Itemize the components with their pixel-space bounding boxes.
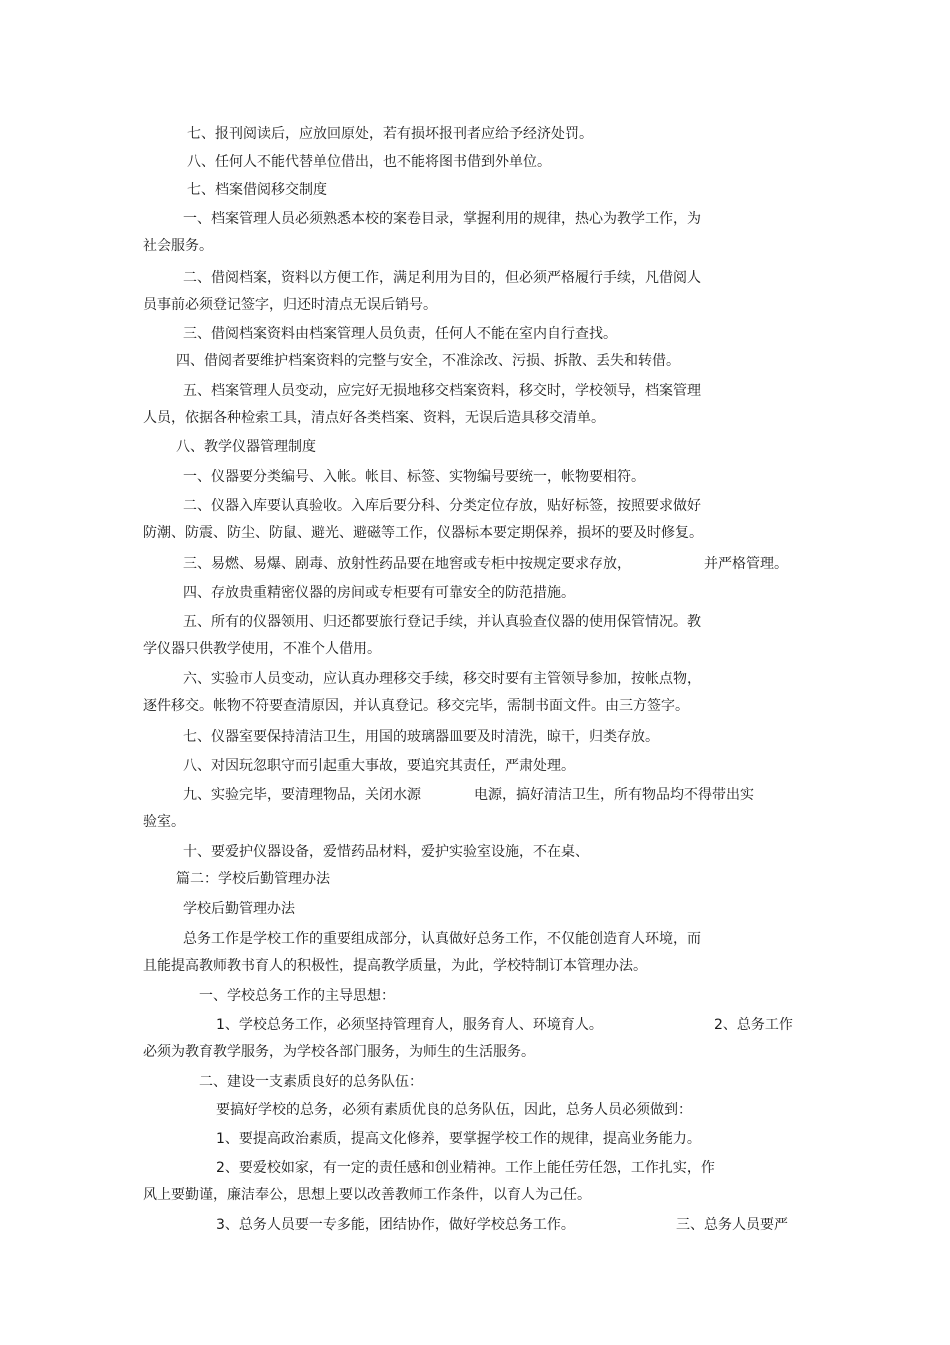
text-line: 九、实验完毕，要清理物品，关闭水源: [183, 787, 421, 803]
text-line: 验室。: [143, 814, 185, 830]
text-line: 五、档案管理人员变动，应完好无损地移交档案资料，移交时，学校领导，档案管理: [183, 383, 701, 399]
text-line: 逐件移交。帐物不符要查清原因，并认真登记。移交完毕，需制书面文件。由三方签字。: [143, 698, 689, 714]
text-line: 2、总务工作: [714, 1017, 793, 1033]
text-line: 1、学校总务工作，必须坚持管理育人，服务育人、环境育人。: [216, 1017, 603, 1033]
text-line: 一、学校总务工作的主导思想：: [199, 988, 395, 1004]
text-line: 1、要提高政治素质，提高文化修养，要掌握学校工作的规律，提高业务能力。: [216, 1131, 701, 1147]
text-line: 七、报刊阅读后，应放回原处，若有损坏报刊者应给予经济处罚。: [187, 126, 593, 142]
text-line: 二、仪器入库要认真验收。入库后要分科、分类定位存放，贴好标签，按照要求做好: [183, 498, 701, 514]
section-heading: 七、档案借阅移交制度: [187, 182, 327, 198]
text-line: 风上要勤谨，廉洁奉公，思想上要以改善教师工作条件，以育人为己任。: [143, 1187, 591, 1203]
section-heading: 学校后勤管理办法: [183, 901, 295, 917]
text-line: 2、要爱校如家，有一定的责任感和创业精神。工作上能任劳任怨，工作扎实，作: [216, 1160, 715, 1176]
text-line: 要搞好学校的总务，必须有素质优良的总务队伍，因此，总务人员必须做到：: [216, 1102, 692, 1118]
text-line: 八、对因玩忽职守而引起重大事故，要追究其责任，严肃处理。: [183, 758, 575, 774]
text-line: 三、借阅档案资料由档案管理人员负责，任何人不能在室内自行查找。: [183, 326, 617, 342]
text-line: 且能提高教师教书育人的积极性，提高教学质量，为此，学校特制订本管理办法。: [143, 958, 647, 974]
text-line: 八、任何人不能代替单位借出，也不能将图书借到外单位。: [187, 154, 551, 170]
text-line: 十、要爱护仪器设备，爱惜药品材料，爱护实验室设施，不在桌、: [183, 844, 589, 860]
text-line: 并严格管理。: [704, 556, 788, 572]
text-line: 3、总务人员要一专多能，团结协作，做好学校总务工作。: [216, 1217, 575, 1233]
text-line: 二、借阅档案，资料以方便工作，满足利用为目的，但必须严格履行手续，凡借阅人: [183, 270, 701, 286]
text-line: 员事前必须登记签字，归还时清点无误后销号。: [143, 297, 437, 313]
section-heading: 篇二：学校后勤管理办法: [176, 871, 330, 887]
text-line: 学仪器只供教学使用，不准个人借用。: [143, 641, 381, 657]
text-line: 总务工作是学校工作的重要组成部分，认真做好总务工作，不仅能创造育人环境，而: [183, 931, 701, 947]
text-line: 六、实验市人员变动，应认真办理移交手续，移交时要有主管领导参加，按帐点物，: [183, 671, 701, 687]
text-line: 三、易燃、易爆、剧毒、放射性药品要在地窖或专柜中按规定要求存放，: [183, 556, 631, 572]
text-line: 电源，搞好清洁卫生，所有物品均不得带出实: [474, 787, 754, 803]
text-line: 二、建设一支素质良好的总务队伍：: [199, 1074, 423, 1090]
text-line: 四、借阅者要维护档案资料的完整与安全，不准涂改、污损、拆散、丢失和转借。: [176, 353, 680, 369]
text-line: 五、所有的仪器领用、归还都要旅行登记手续，并认真验查仪器的使用保管情况。教: [183, 614, 701, 630]
text-line: 一、档案管理人员必须熟悉本校的案卷目录，掌握利用的规律，热心为教学工作，为: [183, 211, 701, 227]
text-line: 防潮、防震、防尘、防鼠、避光、避磁等工作，仪器标本要定期保养，损坏的要及时修复。: [143, 525, 703, 541]
section-heading: 八、教学仪器管理制度: [176, 439, 316, 455]
text-line: 一、仪器要分类编号、入帐。帐目、标签、实物编号要统一，帐物要相符。: [183, 469, 645, 485]
text-line: 社会服务。: [143, 238, 213, 254]
text-line: 三、总务人员要严: [676, 1217, 788, 1233]
text-line: 四、存放贵重精密仪器的房间或专柜要有可靠安全的防范措施。: [183, 585, 575, 601]
text-line: 人员，依据各种检索工具，清点好各类档案、资料，无误后造具移交清单。: [143, 410, 605, 426]
text-line: 必须为教育教学服务，为学校各部门服务，为师生的生活服务。: [143, 1044, 535, 1060]
text-line: 七、仪器室要保持清洁卫生，用国的玻璃器皿要及时清洗，晾干，归类存放。: [183, 729, 659, 745]
